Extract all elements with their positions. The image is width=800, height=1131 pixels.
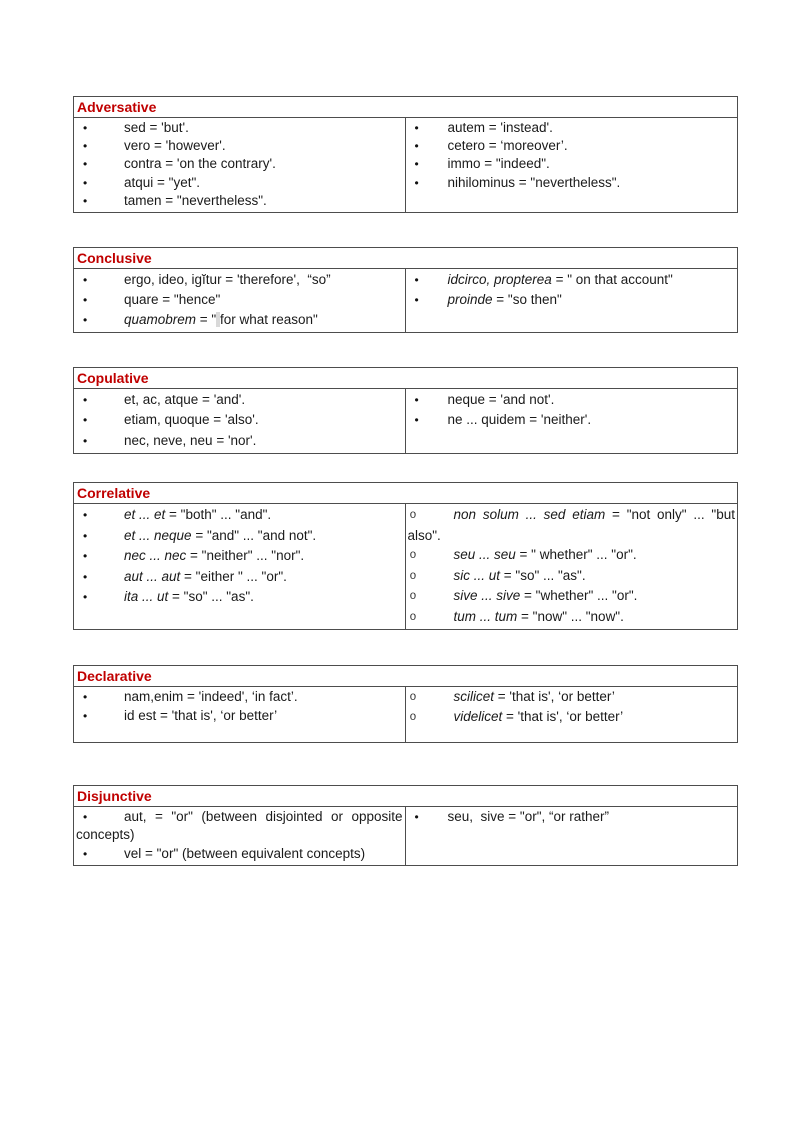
text-segment: et ... neque (124, 527, 192, 543)
table-title: Declarative (74, 666, 737, 687)
list-item (408, 505, 736, 545)
list-item (76, 546, 403, 567)
text-segment: = "whether" ... "or". (520, 588, 638, 603)
text-segment: et, ac, atque = 'and'. (124, 392, 246, 407)
text-segment: = "so" ... "as". (168, 589, 254, 604)
list-item (76, 808, 403, 845)
disc-bullet-icon: • (83, 121, 88, 135)
table-cell-right (406, 504, 738, 629)
text-segment: idcirco, propterea (447, 272, 552, 287)
list-item (76, 431, 403, 451)
table-body (74, 504, 737, 629)
text-segment: = " whether" ... "or". (515, 547, 637, 562)
disc-bullet-icon: • (83, 313, 88, 327)
disc-bullet-icon: • (83, 175, 88, 190)
text-segment: nihilominus = "nevertheless". (447, 174, 621, 190)
list-item (408, 137, 736, 155)
table-body (74, 807, 737, 865)
text-segment: atqui = "yet". (124, 174, 201, 190)
list-item (76, 155, 403, 173)
disc-bullet-icon: • (83, 549, 88, 563)
text-segment: ne ... quidem = 'neither'. (447, 412, 592, 428)
disc-bullet-icon: • (83, 810, 88, 824)
text-segment: = "so" ... "as". (500, 567, 586, 583)
list-item (76, 526, 403, 547)
text-segment: quamobrem (124, 312, 197, 327)
disc-bullet-icon: • (414, 273, 419, 287)
text-segment: tamen = "nevertheless". (124, 192, 267, 208)
disc-bullet-icon: • (83, 590, 88, 604)
table-title: Correlative (74, 483, 737, 504)
text-segment: vel = "or" (between equivalent concepts) (124, 845, 366, 861)
table-cell-left (74, 269, 406, 332)
table-correlative (73, 482, 738, 630)
table-disjunctive (73, 785, 738, 866)
text-segment: for what reason" (220, 312, 318, 327)
list-item (408, 410, 736, 430)
table-title: Conclusive (74, 248, 737, 269)
list-item (76, 567, 403, 588)
text-segment: = "so then" (492, 292, 562, 307)
text-segment: nec, neve, neu = 'nor'. (124, 432, 257, 448)
list-item (76, 270, 403, 290)
text-segment: videlicet (453, 708, 503, 724)
table-body (74, 118, 737, 212)
text-segment: neque = 'and not'. (447, 392, 555, 407)
list-item (408, 270, 736, 290)
text-segment: autem = 'instead'. (447, 120, 553, 135)
list-item (76, 688, 403, 707)
table-cell-right (406, 687, 738, 742)
disc-bullet-icon: • (83, 569, 88, 584)
list-item (76, 845, 403, 863)
table-cell-left (74, 687, 406, 742)
circle-bullet-icon: o (409, 549, 417, 562)
list-item (408, 708, 736, 728)
circle-bullet-icon: o (409, 710, 417, 724)
text-segment: ita ... ut (124, 589, 169, 604)
disc-bullet-icon: • (414, 293, 419, 307)
list-item (408, 545, 736, 566)
text-segment: = " on that account" (551, 272, 673, 287)
list-item (76, 310, 403, 330)
disc-bullet-icon: • (83, 139, 88, 154)
text-segment: vero = 'however'. (124, 138, 226, 154)
disc-bullet-icon: • (83, 433, 88, 448)
text-segment: = 'that is', ‘or better’ (502, 708, 624, 724)
table-cell-right (406, 269, 738, 332)
table-conclusive (73, 247, 738, 333)
disc-bullet-icon: • (83, 508, 88, 522)
text-segment: etiam, quoque = 'also'. (124, 412, 259, 428)
table-body (74, 389, 737, 453)
text-segment: et ... et (124, 507, 166, 522)
table-title: Adversative (74, 97, 737, 118)
text-segment: nec ... nec (124, 548, 187, 563)
text-segment: contra = 'on the contrary'. (124, 156, 276, 172)
circle-bullet-icon: o (409, 509, 417, 522)
disc-bullet-icon: • (83, 708, 88, 723)
circle-bullet-icon: o (409, 610, 417, 624)
text-segment: tum ... tum (453, 608, 518, 624)
list-item (408, 808, 736, 826)
text-segment: non solum ... sed etiam (453, 507, 606, 522)
disc-bullet-icon: • (83, 157, 88, 172)
disc-bullet-icon: • (83, 273, 88, 287)
list-item (408, 566, 736, 587)
disc-bullet-icon: • (414, 175, 419, 190)
list-item (76, 390, 403, 410)
list-item (408, 586, 736, 607)
table-cell-left (74, 389, 406, 453)
text-segment: proinde (447, 292, 493, 307)
list-item (408, 688, 736, 708)
disc-bullet-icon: • (83, 393, 88, 407)
text-segment: immo = "indeed". (447, 156, 550, 172)
disc-bullet-icon: • (83, 528, 88, 543)
list-item (76, 174, 403, 192)
text-segment: = "not only" ... "but also". (407, 507, 735, 543)
disc-bullet-icon: • (414, 139, 419, 154)
text-segment: nam,enim = 'indeed', ‘in fact’. (124, 689, 298, 704)
table-copulative (73, 367, 738, 454)
table-body (74, 269, 737, 332)
table-cell-right (406, 807, 738, 865)
disc-bullet-icon: • (414, 393, 419, 407)
text-segment: ergo, ideo, igĭtur = 'therefore', “so” (124, 272, 331, 287)
list-item (76, 137, 403, 155)
table-adversative (73, 96, 738, 213)
disc-bullet-icon: • (414, 810, 419, 824)
list-item (408, 290, 736, 310)
text-segment: seu, sive = "or", “or rather” (447, 809, 610, 824)
text-segment: = "now" ... "now". (517, 608, 624, 624)
text-segment: scilicet (453, 689, 495, 704)
table-cell-left (74, 807, 406, 865)
text-segment: = 'that is', ‘or better’ (494, 689, 615, 704)
table-body (74, 687, 737, 742)
list-item (408, 390, 736, 410)
text-segment: sic ... ut (453, 567, 501, 583)
table-declarative (73, 665, 738, 743)
text-segment: sive ... sive (453, 588, 521, 603)
table-cell-left (74, 504, 406, 629)
disc-bullet-icon: • (414, 157, 419, 172)
text-segment: = " (196, 312, 217, 327)
text-segment: = "both" ... "and". (165, 507, 272, 522)
list-item (76, 410, 403, 430)
disc-bullet-icon: • (83, 413, 88, 428)
disc-bullet-icon: • (83, 293, 88, 307)
text-segment: cetero = ‘moreover’. (447, 138, 568, 154)
text-segment: aut, = "or" (between disjointed or opposite concepts) (76, 809, 403, 843)
circle-bullet-icon: o (409, 691, 417, 704)
disc-bullet-icon: • (414, 121, 419, 135)
circle-bullet-icon: o (409, 590, 417, 603)
text-segment: = "either " ... "or". (180, 568, 287, 584)
text-segment: seu ... seu (453, 547, 516, 562)
list-item (76, 192, 403, 210)
circle-bullet-icon: o (409, 569, 417, 583)
disc-bullet-icon: • (414, 413, 419, 428)
list-item (408, 119, 736, 137)
table-cell-right (406, 118, 738, 212)
table-title: Disjunctive (74, 786, 737, 807)
list-item (408, 174, 736, 192)
list-item (76, 119, 403, 137)
list-item (76, 290, 403, 310)
table-cell-right (406, 389, 738, 453)
text-segment: = "and" ... "and not". (191, 527, 317, 543)
list-item (408, 155, 736, 173)
table-title: Copulative (74, 368, 737, 389)
text-segment: = "neither" ... "nor". (186, 548, 305, 563)
table-cell-left (74, 118, 406, 212)
text-segment: id est = 'that is', ‘or better’ (124, 707, 278, 723)
list-item (76, 707, 403, 726)
disc-bullet-icon: • (83, 846, 88, 861)
list-item (76, 505, 403, 526)
list-item (408, 607, 736, 628)
text-segment: quare = "hence" (124, 292, 221, 307)
disc-bullet-icon: • (83, 690, 88, 704)
text-segment: aut ... aut (124, 568, 181, 584)
disc-bullet-icon: • (83, 193, 88, 208)
list-item (76, 587, 403, 608)
text-segment: sed = 'but'. (124, 120, 189, 135)
